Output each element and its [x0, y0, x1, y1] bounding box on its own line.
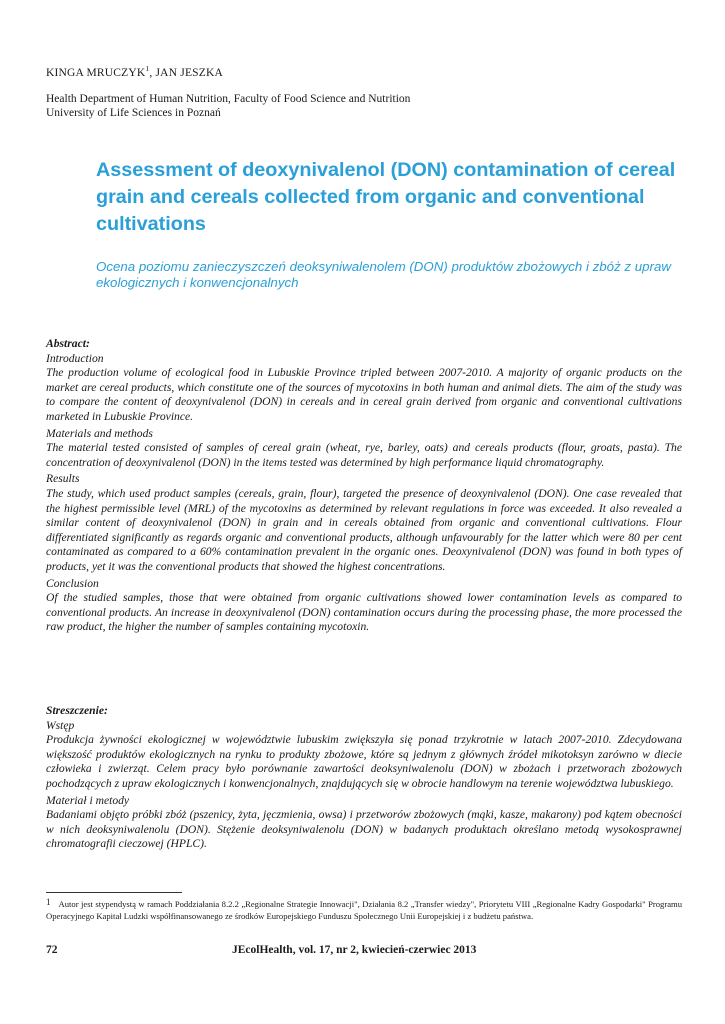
conclusion-text: Of the studied samples, those that were obtained from organic cultivations showed lower contamination levels as compared to conventional products. An increase in deoxynivalenol (DON) contamination occurs during the processing phase, the more processed the raw product, the higher the number of samples containing mycotoxin.: [46, 591, 682, 634]
author-2: , JAN JESZKA: [149, 66, 223, 79]
footnote-text: Autor jest stypendystą w ramach Poddziałania 8.2.2 „Regionalne Strategie Innowacji", Działania 8.2 „Transfer wiedzy", Priorytetu VIII „Regionalne Kadry Gospodarki" Programu Operacyjnego Kapitał Ludzki współfinansowanego ze środków Europejskiego Funduszu Społecznego Unii Europejskiej i z budżetu państwa.: [46, 899, 682, 921]
streszczenie-section: [46, 704, 682, 852]
affiliation-department: Health Department of Human Nutrition, Faculty of Food Science and Nutrition: [46, 93, 411, 105]
author-1: KINGA MRUCZYK: [46, 66, 146, 79]
authors: [46, 64, 223, 79]
affiliation: [46, 92, 410, 120]
streszczenie-heading: Streszczenie:: [46, 704, 108, 717]
journal-citation: JEcolHealth, vol. 17, nr 2, kwiecień-czerwiec 2013: [232, 944, 477, 956]
methods-heading: Materials and methods: [46, 426, 153, 440]
wstep-heading: Wstęp: [46, 718, 75, 732]
metody-text: Badaniami objęto próbki zbóż (pszenicy, żyta, jęczmienia, owsa) i przetworów zbożowych (mąki, kasze, makarony) pod kątem obecności w nich deoksyniwalenolu (DON). Stężenie deoksyniwalenolu (DON) w badanych produktach określano metodą wysokosprawnej chromatografii cieczowej (HPLC).: [46, 808, 682, 851]
introduction-heading: Introduction: [46, 351, 104, 365]
introduction-text: The production volume of ecological food in Lubuskie Province tripled between 2007-2010. A majority of organic products on the market are cereal products, which constitute one of the sources of mycotoxins in both human and animal diets. The aim of the study was to compare the content of deoxynivalenol (DON) in cereals and in cereal grain derived from organic and conventional cultivations marketed in Lubuskie Province.: [46, 366, 682, 423]
paper-subtitle-polish: Ocena poziomu zanieczyszczeń deoksyniwalenolem (DON) produktów zbożowych i zbóż z upraw ekologicznych i konwencjonalnych: [96, 259, 671, 290]
footnote-marker-sup: 1: [145, 64, 150, 73]
wstep-text: Produkcja żywności ekologicznej w województwie lubuskim zwiększyła się ponad trzykrotnie w latach 2007-2010. Zdecydowana większość produktów ekologicznych na rynku to produkty zbożowe, które są jednym z głównych źródeł mikotoksyn zarówno w diecie człowieka i zwierząt. Celem pracy było porównanie zawartości deoksyniwalenolu (DON) w zbożach i przetworach zbożowych pochodzących z upraw ekologicznych i konwencjonalnych, znajdujących się w obrocie handlowym na terenie województwa lubuskiego.: [46, 733, 682, 790]
abstract-section: [46, 337, 682, 635]
results-heading: Results: [46, 472, 80, 486]
results-text: The study, which used product samples (cereals, grain, flour), targeted the presence of deoxynivalenol (DON). One case revealed that the highest permissible level (MRL) of the mycotoxins as determined by relevant regulations in force was exceeded. It also revealed a similar content of deoxynivalenol (DON) in grain and in cereals obtained from organic and conventional cultivations. Flour differentiated significantly as regards organic and conventional products, although unfavourably for the latter which were 80 per cent contaminated as compared to a 60% contamination prevalent in the organic ones. Deoxynivalenol (DON) was found in both types of products, yet it was the conventional products that showed the highest concentrations.: [46, 486, 682, 573]
footnote: [46, 898, 682, 922]
footnote-divider: [46, 892, 182, 893]
metody-heading: Materiał i metody: [46, 793, 130, 807]
paper-title: Assessment of deoxynivalenol (DON) contamination of cereal grain and cereals collected from organic and conventional cultivations: [96, 159, 676, 235]
methods-text: The material tested consisted of samples of cereal grain (wheat, rye, barley, oats) and cereals products (flour, groats, pasta). The concentration of deoxynivalenol (DON) in the items tested was determined by high performance liquid chromatography.: [46, 441, 682, 469]
conclusion-heading: Conclusion: [46, 576, 99, 590]
page-number: 72: [46, 944, 58, 956]
affiliation-university: University of Life Sciences in Poznań: [46, 107, 221, 119]
footnote-marker: 1: [46, 897, 51, 907]
abstract-heading: Abstract:: [46, 337, 90, 350]
